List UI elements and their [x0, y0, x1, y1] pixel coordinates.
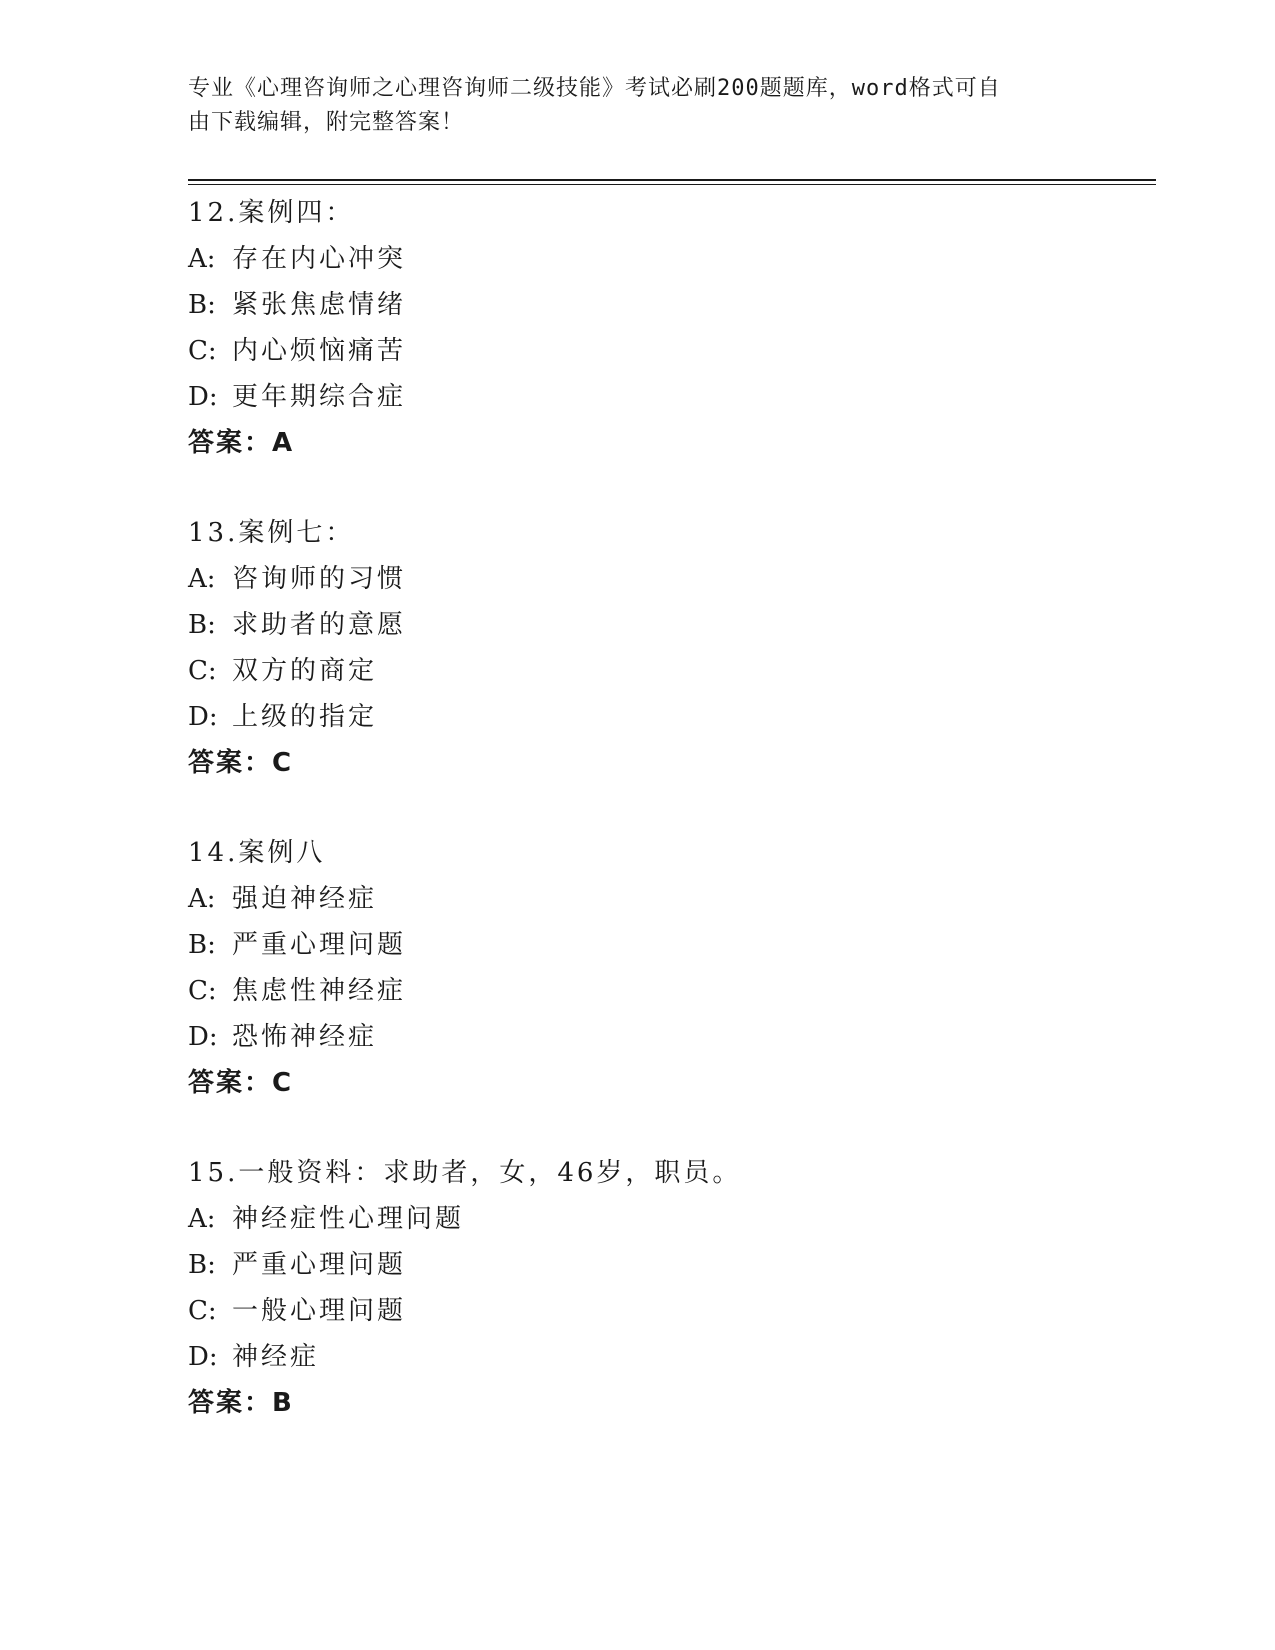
question-stem: 12.案例四：: [188, 198, 355, 228]
question-12: [188, 190, 1148, 466]
question-stem: 13.案例七：: [188, 518, 355, 548]
option-text: 恐怖神经症: [232, 1022, 378, 1052]
answer-line: 答案：C: [188, 1068, 294, 1098]
header-line-2: 由下载编辑，附完整答案！: [188, 110, 465, 135]
option-text: 焦虑性神经症: [232, 976, 407, 1006]
option-letter: B:: [188, 930, 216, 960]
option-text: 一般心理问题: [232, 1296, 407, 1326]
question-stem: 14.案例八: [188, 838, 326, 868]
option-c: [188, 328, 1148, 374]
option-b: [188, 922, 1148, 968]
option-d: [188, 1014, 1148, 1060]
option-a: [188, 236, 1148, 282]
option-text: 内心烦恼痛苦: [232, 336, 407, 366]
option-b: [188, 282, 1148, 328]
option-c: [188, 968, 1148, 1014]
option-letter: C:: [188, 656, 217, 686]
option-a: [188, 876, 1148, 922]
option-text: 求助者的意愿: [232, 610, 407, 640]
option-letter: A:: [188, 1204, 216, 1234]
option-d: [188, 1334, 1148, 1380]
question-14: [188, 830, 1148, 1106]
option-letter: B:: [188, 1250, 216, 1280]
option-text: 咨询师的习惯: [232, 564, 407, 594]
option-letter: C:: [188, 1296, 217, 1326]
option-letter: A:: [188, 884, 216, 914]
option-letter: C:: [188, 976, 217, 1006]
option-c: [188, 1288, 1148, 1334]
option-letter: D:: [188, 702, 218, 732]
option-text: 更年期综合症: [232, 382, 407, 412]
option-letter: A:: [188, 564, 216, 594]
option-text: 双方的商定: [232, 656, 378, 686]
option-letter: B:: [188, 290, 216, 320]
option-text: 紧张焦虑情绪: [232, 290, 407, 320]
option-text: 存在内心冲突: [232, 244, 407, 274]
option-letter: D:: [188, 1342, 218, 1372]
option-text: 严重心理问题: [232, 1250, 407, 1280]
document-header: [188, 72, 1088, 140]
question-15: [188, 1150, 1148, 1426]
option-text: 神经症性心理问题: [232, 1204, 465, 1234]
question-stem: 15.一般资料：求助者，女，46岁，职员。: [188, 1158, 742, 1188]
option-b: [188, 602, 1148, 648]
answer-line: 答案：C: [188, 748, 294, 778]
option-letter: A:: [188, 244, 216, 274]
question-13: [188, 510, 1148, 786]
option-letter: D:: [188, 382, 218, 412]
option-text: 强迫神经症: [232, 884, 378, 914]
option-c: [188, 648, 1148, 694]
header-divider-thin: [188, 184, 1156, 185]
option-letter: B:: [188, 610, 216, 640]
answer-line: 答案：B: [188, 1388, 294, 1418]
answer-line: 答案：A: [188, 428, 295, 458]
option-a: [188, 556, 1148, 602]
header-line-1: 专业《心理咨询师之心理咨询师二级技能》考试必刷200题题库，word格式可自: [188, 76, 1001, 101]
option-letter: D:: [188, 1022, 218, 1052]
option-text: 上级的指定: [232, 702, 378, 732]
option-d: [188, 374, 1148, 420]
option-a: [188, 1196, 1148, 1242]
option-d: [188, 694, 1148, 740]
question-list: [188, 190, 1148, 1470]
option-letter: C:: [188, 336, 217, 366]
option-text: 严重心理问题: [232, 930, 407, 960]
option-b: [188, 1242, 1148, 1288]
header-divider-thick: [188, 179, 1156, 181]
option-text: 神经症: [232, 1342, 320, 1372]
